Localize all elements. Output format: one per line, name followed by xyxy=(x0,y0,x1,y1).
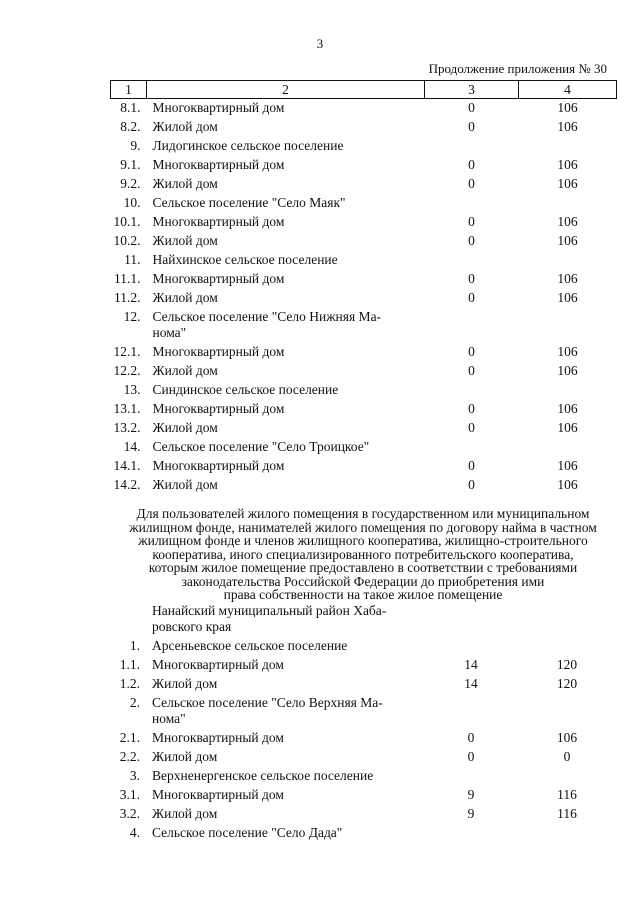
row-name: Многоквартирный дом xyxy=(152,271,285,286)
row-name: Жилой дом xyxy=(152,806,218,821)
table-row xyxy=(110,602,616,637)
table-row xyxy=(111,308,617,343)
table-row xyxy=(111,270,617,289)
row-number: 12.2. xyxy=(113,363,141,378)
row-value-4: 0 xyxy=(563,749,571,764)
row-name: Нанайский муниципальный район Хаба- ровского края xyxy=(152,603,387,634)
row-value-4: 116 xyxy=(557,787,577,802)
row-value-4: 106 xyxy=(557,119,578,134)
row-name: Верхненергенское сельское поселение xyxy=(152,768,374,783)
row-name: Сельское поселение "Село Маяк" xyxy=(152,195,346,210)
row-name: Сельское поселение "Село Дада" xyxy=(152,825,343,840)
row-value-4: 106 xyxy=(557,157,578,172)
row-number: 10.2. xyxy=(113,233,141,248)
table-row xyxy=(111,476,617,495)
table-row xyxy=(111,232,617,251)
row-value-4 xyxy=(519,308,617,343)
table-header xyxy=(111,81,617,99)
row-value-4: 116 xyxy=(557,806,577,821)
row-value-4: 106 xyxy=(557,363,578,378)
row-number: 10.1. xyxy=(113,214,141,229)
row-number xyxy=(110,602,146,637)
row-name: Жилой дом xyxy=(152,477,218,492)
row-value-4: 120 xyxy=(556,657,578,672)
row-number: 14.1. xyxy=(113,458,141,473)
row-number: 13.2. xyxy=(113,420,141,435)
group-title-line: права собственности на такое жилое помещение xyxy=(223,587,503,602)
row-number: 2.2. xyxy=(119,749,140,764)
row-value-3 xyxy=(424,767,518,786)
table-row xyxy=(111,99,617,119)
table-row xyxy=(111,457,617,476)
table-row xyxy=(111,156,617,175)
row-name: Многоквартирный дом xyxy=(152,401,285,416)
table-row xyxy=(111,194,617,213)
group-title xyxy=(110,507,616,602)
row-name: Синдинское сельское поселение xyxy=(152,382,339,397)
row-value-4: 106 xyxy=(557,233,578,248)
row-value-4 xyxy=(519,194,617,213)
row-name: Найхинское сельское поселение xyxy=(152,252,338,267)
tariff-table-top xyxy=(110,80,617,495)
row-value-3: 0 xyxy=(468,344,475,359)
table-row xyxy=(111,213,617,232)
table-row xyxy=(110,805,616,824)
table-row xyxy=(111,118,617,137)
row-value-3 xyxy=(424,694,518,729)
table-row xyxy=(111,419,617,438)
row-value-4: 106 xyxy=(557,100,578,115)
row-name: Многоквартирный дом xyxy=(152,730,284,745)
row-name: Жилой дом xyxy=(152,176,218,191)
row-value-3: 9 xyxy=(467,787,475,802)
row-name: Сельское поселение "Село Верхняя Ма- нома" xyxy=(152,695,383,726)
row-number: 1.2. xyxy=(119,676,140,691)
row-number: 13. xyxy=(123,382,141,397)
table-row xyxy=(111,251,617,270)
row-number: 8.2. xyxy=(120,119,141,134)
row-name: Многоквартирный дом xyxy=(152,787,284,802)
group-title-line: жилищном фонде и членов жилищного кооператива, жилищно-строительного xyxy=(138,533,588,548)
row-value-4 xyxy=(519,438,617,457)
row-number: 1. xyxy=(129,638,140,653)
continuation-label: Продолжение приложения № 30 xyxy=(428,61,607,76)
row-value-3: 0 xyxy=(467,730,475,745)
row-value-3: 0 xyxy=(468,176,475,191)
row-value-3: 14 xyxy=(464,657,478,672)
row-name: Арсеньевское сельское поселение xyxy=(152,638,348,653)
group-title-line: законодательства Российской Федерации до приобретения ими xyxy=(181,573,545,589)
row-number: 4. xyxy=(129,825,140,840)
header-cell: 4 xyxy=(519,81,617,99)
table-row xyxy=(110,694,616,729)
row-value-4 xyxy=(518,637,616,656)
row-name: Многоквартирный дом xyxy=(152,214,285,229)
table-row xyxy=(110,675,616,694)
row-name: Многоквартирный дом xyxy=(152,657,284,672)
row-value-4 xyxy=(519,251,617,270)
row-name: Сельское поселение "Село Нижняя Ма- нома" xyxy=(152,309,382,340)
table-row xyxy=(110,786,616,805)
row-number: 14.2. xyxy=(113,477,141,492)
row-name: Сельское поселение "Село Троицкое" xyxy=(152,439,370,454)
table-row xyxy=(111,289,617,308)
row-value-4: 106 xyxy=(557,344,578,359)
row-value-3 xyxy=(425,308,519,343)
row-number: 9.2. xyxy=(120,176,141,191)
row-value-4 xyxy=(518,824,616,843)
table-row xyxy=(111,343,617,362)
row-value-3: 0 xyxy=(468,401,475,416)
row-value-3 xyxy=(425,251,519,270)
group-title-line: которым жилое помещение предоставлено в соответствии с требованиями xyxy=(148,560,578,575)
row-value-4: 106 xyxy=(557,458,578,473)
group-title-line: кооператива, иного специализированного потребительского кооператива, xyxy=(152,546,574,562)
row-number: 11.1. xyxy=(114,271,141,286)
row-value-4: 106 xyxy=(557,401,578,416)
tariff-table-bottom xyxy=(110,602,616,843)
row-number: 13.1. xyxy=(113,401,141,416)
row-value-4: 106 xyxy=(557,271,578,286)
group-title-line: жилищном фонде, нанимателей жилого помещения по договору найма в частном xyxy=(129,519,597,535)
row-name: Жилой дом xyxy=(152,676,218,691)
page-number: 3 xyxy=(316,36,324,51)
table-row xyxy=(110,824,616,843)
row-value-3: 0 xyxy=(468,157,475,172)
row-number: 12. xyxy=(123,309,141,324)
row-value-3: 0 xyxy=(468,363,475,378)
row-number: 12.1. xyxy=(113,344,141,359)
row-value-3: 0 xyxy=(468,458,475,473)
row-value-3: 14 xyxy=(464,676,478,691)
row-value-3: 0 xyxy=(468,214,475,229)
row-name: Многоквартирный дом xyxy=(152,458,285,473)
row-name: Лидогинское сельское поселение xyxy=(152,138,344,153)
group-title-line: Для пользователей жилого помещения в государственном или муниципальном xyxy=(136,506,590,521)
row-value-4: 106 xyxy=(556,730,578,745)
row-name: Жилой дом xyxy=(152,233,218,248)
row-value-3: 0 xyxy=(468,290,475,305)
row-name: Жилой дом xyxy=(152,290,218,305)
row-value-4: 106 xyxy=(557,176,578,191)
row-value-3: 0 xyxy=(467,749,475,764)
row-value-3 xyxy=(425,194,519,213)
table-row xyxy=(110,656,616,675)
header-cell: 3 xyxy=(425,81,519,99)
row-name: Многоквартирный дом xyxy=(152,100,285,115)
row-value-3: 0 xyxy=(468,119,475,134)
row-value-3 xyxy=(425,381,519,400)
row-number: 2. xyxy=(129,695,140,710)
row-value-3: 0 xyxy=(468,271,475,286)
table-row xyxy=(110,729,616,748)
row-number: 9. xyxy=(130,138,141,153)
row-number: 8.1. xyxy=(120,100,141,115)
row-value-3: 0 xyxy=(468,477,475,492)
table-row xyxy=(110,637,616,656)
row-number: 11.2. xyxy=(114,290,141,305)
row-name: Жилой дом xyxy=(152,749,218,764)
row-value-4: 106 xyxy=(557,290,578,305)
row-value-3: 0 xyxy=(468,233,475,248)
row-value-3 xyxy=(425,438,519,457)
row-value-3 xyxy=(424,824,518,843)
row-number: 2.1. xyxy=(119,730,140,745)
row-number: 14. xyxy=(123,439,141,454)
row-value-3 xyxy=(424,602,518,637)
row-number: 11. xyxy=(124,252,141,267)
row-value-4 xyxy=(518,767,616,786)
row-value-3: 9 xyxy=(467,806,475,821)
row-value-4 xyxy=(519,137,617,156)
table-body-top xyxy=(111,99,617,496)
row-value-4 xyxy=(519,381,617,400)
table-row xyxy=(111,400,617,419)
row-name: Жилой дом xyxy=(152,420,218,435)
row-number: 9.1. xyxy=(120,157,141,172)
row-number: 1.1. xyxy=(119,657,140,672)
table-body-bottom xyxy=(110,602,616,843)
row-number: 3.1. xyxy=(119,787,140,802)
row-value-3 xyxy=(424,637,518,656)
row-value-4: 106 xyxy=(557,420,578,435)
row-name: Многоквартирный дом xyxy=(152,157,285,172)
row-name: Жилой дом xyxy=(152,363,218,378)
row-value-4 xyxy=(518,602,616,637)
table-row xyxy=(111,381,617,400)
row-value-4: 106 xyxy=(557,214,578,229)
table-row xyxy=(111,362,617,381)
table-row xyxy=(111,175,617,194)
table-row xyxy=(111,137,617,156)
row-value-3: 0 xyxy=(468,100,475,115)
row-number: 3. xyxy=(129,768,140,783)
row-name: Многоквартирный дом xyxy=(152,344,285,359)
row-number: 3.2. xyxy=(119,806,140,821)
row-value-4: 120 xyxy=(556,676,578,691)
header-cell: 2 xyxy=(147,81,425,99)
row-value-3: 0 xyxy=(468,420,475,435)
table-row xyxy=(110,767,616,786)
row-value-4 xyxy=(518,694,616,729)
row-value-3 xyxy=(425,137,519,156)
row-value-4: 106 xyxy=(557,477,578,492)
table-row xyxy=(111,438,617,457)
header-cell: 1 xyxy=(111,81,147,99)
row-name: Жилой дом xyxy=(152,119,218,134)
table-row xyxy=(110,748,616,767)
row-number: 10. xyxy=(123,195,141,210)
